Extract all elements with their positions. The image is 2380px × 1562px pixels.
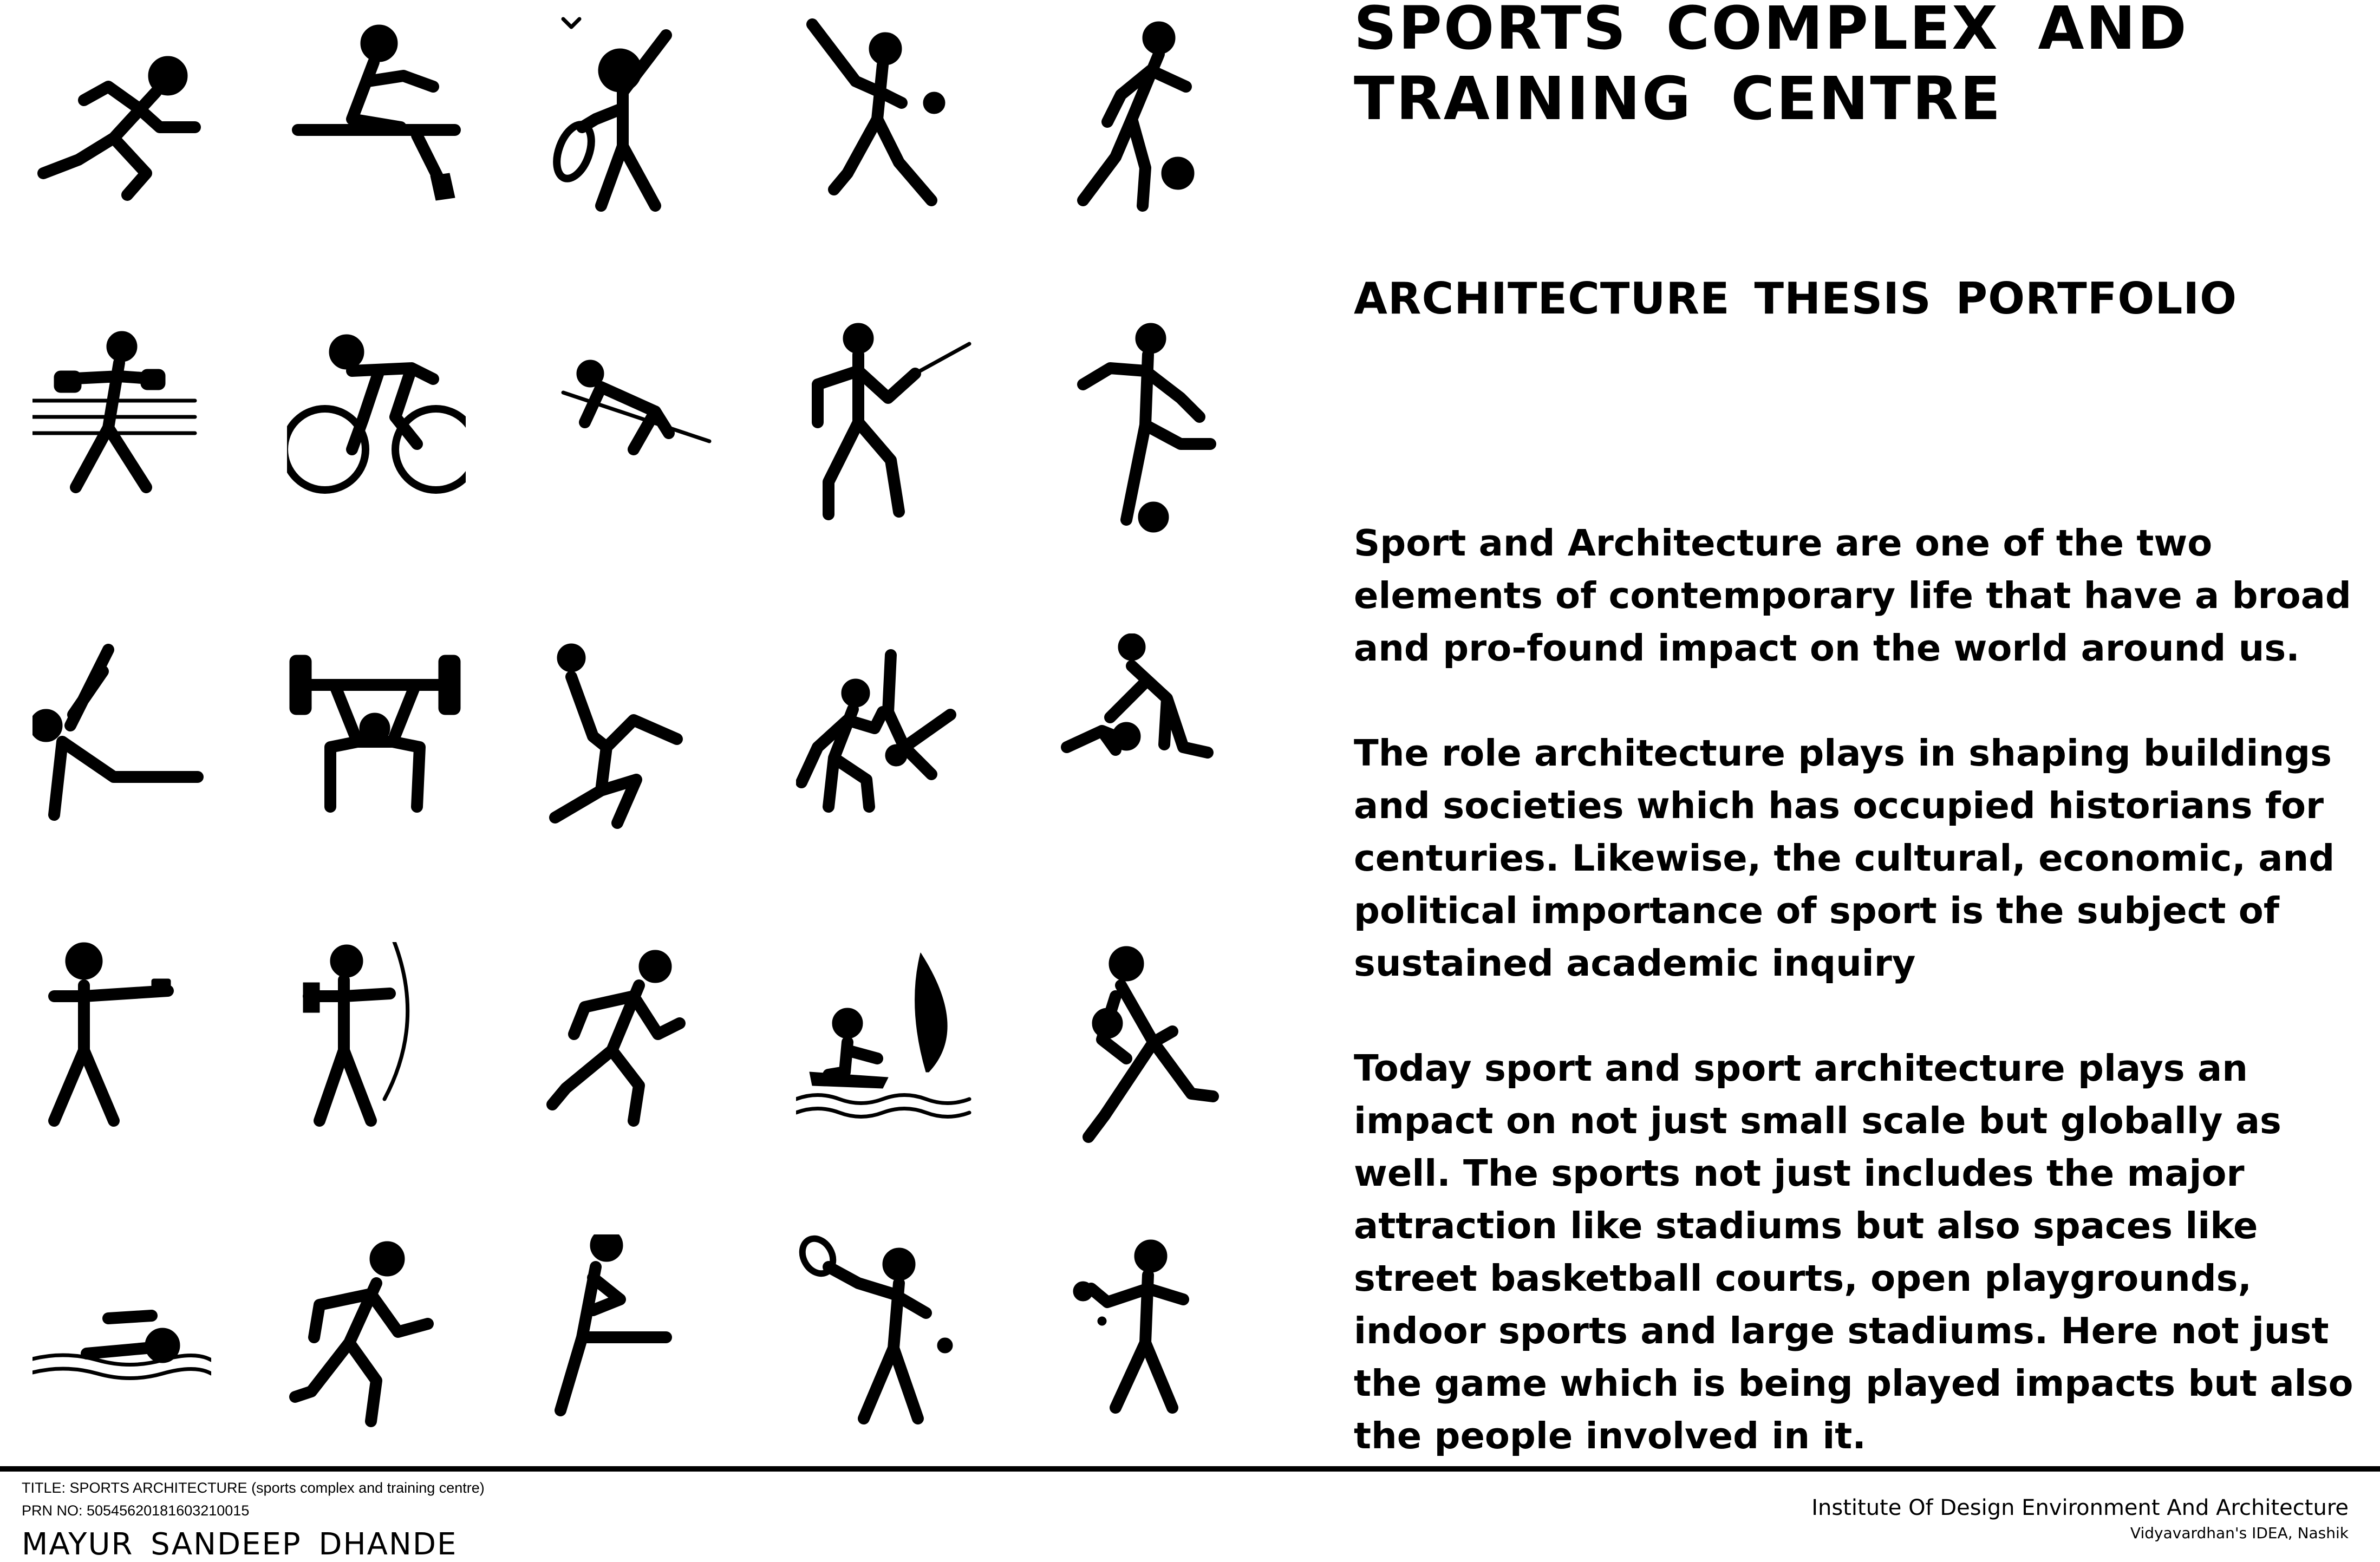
fencing-icon <box>796 319 975 536</box>
cycling-icon <box>287 319 466 536</box>
boxing-icon <box>32 319 211 536</box>
basketball-icon <box>1051 11 1229 227</box>
wrestling-icon <box>1051 633 1229 850</box>
footer-title-line: TITLE: SPORTS ARCHITECTURE (sports complex and training centre) <box>22 1480 485 1496</box>
tennis-icon <box>796 1234 975 1451</box>
page-subtitle: ARCHITECTURE THESIS PORTFOLIO <box>1354 273 2238 324</box>
page-title <box>1354 0 2356 134</box>
volleyball-icon <box>1051 942 1229 1159</box>
taekwondo-icon <box>542 1234 720 1451</box>
athletics-icon <box>287 1234 466 1451</box>
footer-author: MAYUR SANDEEP DHANDE <box>22 1527 458 1562</box>
handball-icon <box>542 633 720 850</box>
running-icon <box>542 942 720 1159</box>
footer-institute-sub: Vidyavardhan's IDEA, Nashik <box>2130 1524 2349 1542</box>
sailing-icon <box>796 942 975 1159</box>
paragraph-1: Sport and Architecture are one of the two elements of contemporary life that have a broad and pro-found impact on the world around us. <box>1354 522 2351 669</box>
rowing-icon <box>287 11 466 227</box>
high-jump-icon <box>542 319 720 536</box>
title-line-2: TRAINING CENTRE <box>1354 63 2003 133</box>
judo-icon <box>796 633 975 850</box>
sports-pictogram-grid <box>32 11 1294 1440</box>
swimming-icon <box>32 1234 211 1451</box>
table-tennis-icon <box>1051 1234 1229 1451</box>
title-line-1: SPORTS COMPLEX AND <box>1354 0 2188 63</box>
footer-prn-line: PRN NO: 50545620181603210015 <box>22 1502 250 1519</box>
footer-divider <box>0 1466 2380 1472</box>
footer-institute: Institute Of Design Environment And Architecture <box>1811 1495 2349 1520</box>
badminton-icon <box>542 11 720 227</box>
paragraph-2: The role architecture plays in shaping buildings and societies which has occupied historians for centuries. Likewise, the cultural, economic, and political importance of sport is the subject of sustained academic inquiry <box>1354 732 2335 984</box>
shooting-icon <box>32 942 211 1159</box>
football-icon <box>1051 319 1229 536</box>
baseball-icon <box>796 11 975 227</box>
body-text <box>1354 517 2366 1515</box>
paragraph-3: Today sport and sport architecture plays an impact on not just small scale but globally as well. The sports not just includes the major attraction like stadiums but also spaces like street basketball courts, open playgrounds, indoor sports and large stadiums. Here not just the game which is being played impacts but also the people involved in it. <box>1354 1047 2353 1457</box>
gymnastics-icon <box>32 633 211 850</box>
sprinter-icon <box>32 11 211 227</box>
weightlifting-icon <box>287 633 466 850</box>
archery-icon <box>287 942 466 1159</box>
